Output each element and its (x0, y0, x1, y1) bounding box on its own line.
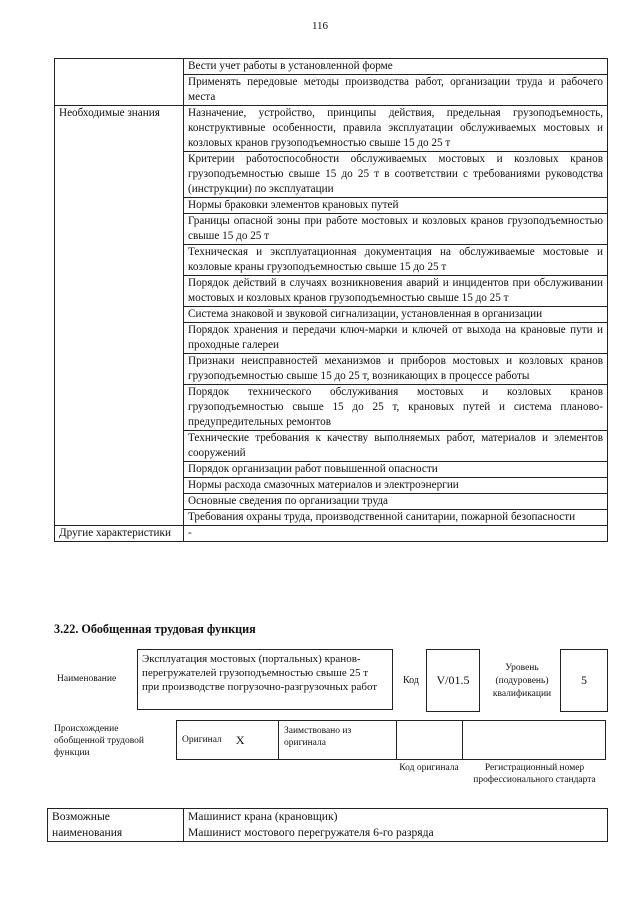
table-cell: - (184, 526, 608, 542)
registration-number-caption: Регистрационный номер профессионального стандарта (473, 763, 596, 785)
original-mark: X (235, 732, 245, 747)
knowledge-table (54, 58, 608, 542)
table-cell: Назначение, устройство, принципы действия, предельная грузоподъемность, конструктивные особенности, правила эксплуатации обслуживаемых мостовых и козловых кранов грузоподъемностью свыше 15 до 25 т (184, 106, 608, 152)
table-cell: Порядок хранения и передачи ключ-марки и ключей от выхода на крановые пути и проходные галереи (184, 323, 608, 354)
registration-number-cell (463, 721, 605, 759)
name-label: Наименование (57, 674, 117, 684)
table-cell: Техническая и эксплуатационная документация на обслуживаемые мостовые и козловые краны грузоподъемностью свыше 15 до 25 т (184, 245, 608, 276)
table-cell: Критерии работоспособности обслуживаемых мостовых и козловых кранов грузоподъемностью свыше 15 до 25 т в соответствии с требованиями руководства (инструкции) по эксплуатации (184, 152, 608, 198)
list-item: Машинист крана (крановщик) (188, 810, 338, 823)
function-name-box: Эксплуатация мостовых (портальных) кранов-перегружателей грузоподъемностью свыше 25 т при производстве погрузочно-разгрузочных работ (137, 649, 393, 710)
table-cell: Нормы браковки элементов крановых путей (184, 198, 608, 214)
table-cell: Порядок действий в случаях возникновения аварий и инцидентов при обслуживании мостовых и козловых кранов грузоподъемностью свыше 15 до 25 т (184, 276, 608, 307)
row-header-other: Другие характеристики (55, 526, 184, 542)
code-label: Код (403, 675, 419, 686)
table-cell: Система знаковой и звуковой сигнализации, установленная в организации (184, 307, 608, 323)
table-row (55, 106, 608, 152)
table-cell: Технические требования к качеству выполняемых работ, материалов и элементов сооружений (184, 431, 608, 462)
table-cell: Вести учет работы в установленной форме (184, 59, 608, 75)
section-title: 3.22. Обобщенная трудовая функция (54, 622, 256, 636)
original-code-caption: Код оригинала (399, 763, 459, 773)
table-cell: Признаки неисправностей механизмов и приборов мостовых и козловых кранов грузоподъемностью свыше 15 до 25 т, возникающих в процессе работы (184, 354, 608, 385)
code-value: V/01.5 (426, 649, 480, 712)
level-label: Уровень (подуровень) квалификации (492, 663, 552, 699)
table-row (55, 526, 608, 542)
origin-row (176, 720, 606, 760)
borrowed-label: Заимствовано из оригинала (279, 721, 397, 759)
table-cell: Применять передовые методы производства работ, организации труда и рабочего места (184, 75, 608, 106)
origin-label: Происхождение обобщенной трудовой функции (54, 724, 144, 758)
table-row (48, 809, 608, 842)
possible-names-table (47, 808, 608, 842)
table-cell: Порядок технического обслуживания мостовых и козловых кранов грузоподъемностью свыше 15 до 25 т, крановых путей и система планово-предупредительных ремонтов (184, 385, 608, 431)
page-number: 116 (311, 20, 329, 32)
table-cell: Порядок организации работ повышенной опасности (184, 462, 608, 478)
level-value: 5 (560, 649, 608, 712)
original-cell (177, 721, 279, 759)
original-code-cell (397, 721, 463, 759)
list-item: Машинист мостового перегружателя 6-го разряда (188, 826, 434, 839)
table-cell: Нормы расхода смазочных материалов и электроэнергии (184, 478, 608, 494)
row-header-knowledge: Необходимые знания (55, 106, 184, 526)
row-header (55, 59, 184, 106)
table-cell: Требования охраны труда, производственной санитарии, пожарной безопасности (184, 510, 608, 526)
table-cell: Основные сведения по организации труда (184, 494, 608, 510)
table-cell (184, 809, 608, 842)
original-label: Оригинал (182, 735, 222, 745)
table-row (55, 59, 608, 75)
row-header-names: Возможные наименования (48, 809, 184, 842)
table-cell: Границы опасной зоны при работе мостовых и козловых кранов грузоподъемностью свыше 15 до 25 т (184, 214, 608, 245)
